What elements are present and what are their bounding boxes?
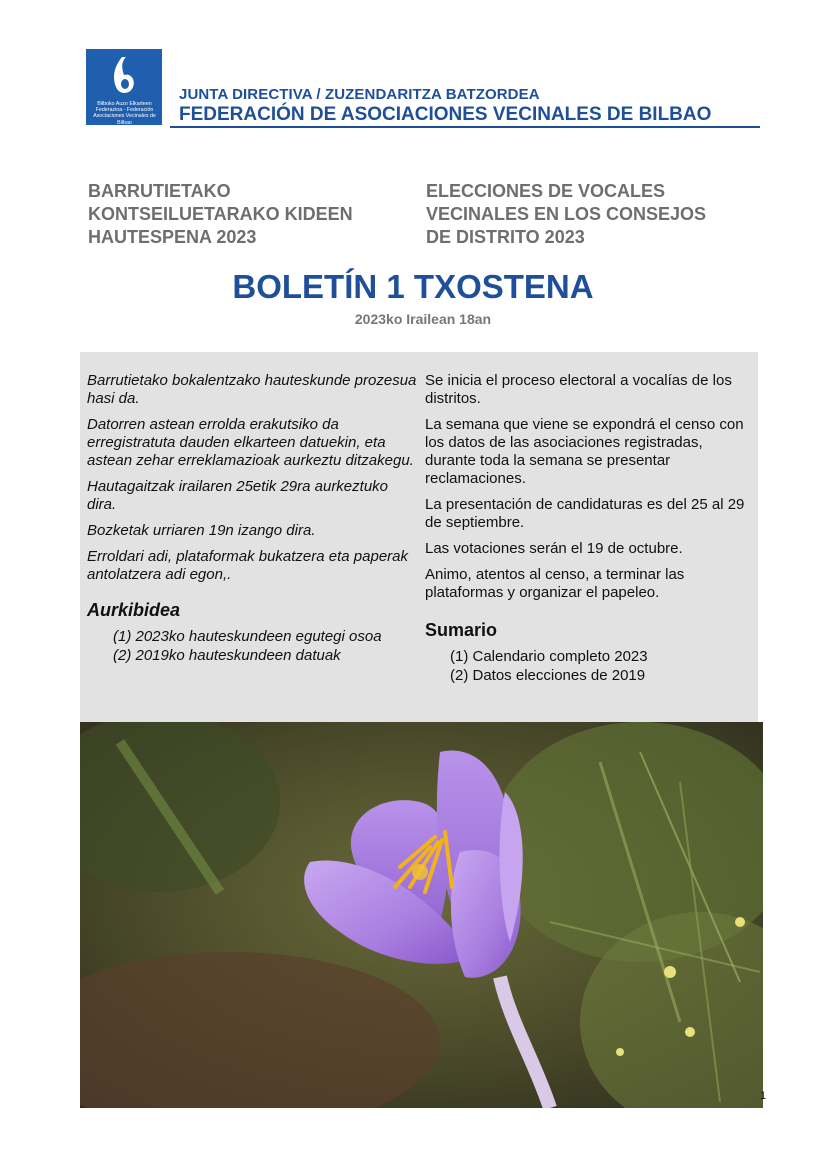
logo-line: Asociaciones Vecinales de Bilbao (93, 113, 156, 126)
basque-index-item: (1) 2023ko hauteskundeen egutegi osoa (113, 628, 382, 645)
basque-column (87, 372, 419, 665)
basque-index-item: (2) 2019ko hauteskundeen datuak (113, 647, 341, 664)
subtitle-spanish: ELECCIONES DE VOCALES VECINALES EN LOS CONSEJOS DE DISTRITO 2023 (426, 181, 707, 247)
basque-index-list (87, 627, 419, 665)
header-subtitle: JUNTA DIRECTIVA / ZUZENDARITZA BATZORDEA (179, 86, 540, 103)
basque-paragraph: Bozketak urriaren 19n izango dira. (87, 522, 316, 539)
basque-index-title: Aurkibidea (87, 600, 181, 620)
spanish-index-item: (2) Datos elecciones de 2019 (450, 667, 646, 684)
page-number: 1 (760, 1090, 767, 1102)
spanish-paragraph: La semana que viene se expondrá el censo con los datos de las asociaciones registradas, durante toda la semana se presentar reclamaciones. (425, 416, 744, 487)
bulletin-date: 2023ko Irailean 18an (354, 311, 492, 327)
federation-logo (86, 49, 162, 125)
header-divider (170, 126, 760, 128)
logo-line: Federazioa - Federación (95, 107, 154, 114)
spanish-paragraph: Se inicia el proceso electoral a vocalías de los distritos. (425, 372, 732, 407)
spanish-paragraph: Animo, atentos al censo, a terminar las plataformas y organizar el papeleo. (425, 566, 685, 601)
spanish-index-item: (1) Calendario completo 2023 (450, 648, 648, 665)
basque-paragraph: Datorren astean errolda erakutsiko da erregistratuta dauden elkarteen datuekin, eta astean zehar erreklamazioak aurkeztu ditzakegu. (87, 416, 414, 469)
header-title: FEDERACIÓN DE ASOCIACIONES VECINALES DE BILBAO (179, 104, 712, 125)
logo-line: Bilboko Auzo Elkarteen (97, 101, 152, 107)
logo-text (89, 101, 160, 126)
federation-logo-icon (108, 55, 140, 99)
spanish-index-title: Sumario (425, 620, 498, 640)
spanish-paragraph: Las votaciones serán el 19 de octubre. (425, 540, 683, 557)
basque-paragraph: Erroldari adi, plataformak bukatzera eta paperak antolatzera adi egon,. (87, 548, 409, 583)
spanish-paragraph: La presentación de candidaturas es del 25 al 29 de septiembre. (425, 496, 745, 531)
bulletin-title: BOLETÍN 1 TXOSTENA (232, 268, 594, 305)
basque-paragraph: Hautagaitzak irailaren 25etik 29ra aurkeztuko dira. (87, 478, 389, 513)
spanish-index-list (425, 647, 755, 685)
content-panel (80, 352, 758, 724)
crocus-photo-image (80, 722, 763, 1108)
basque-paragraph: Barrutietako bokalentzako hauteskunde prozesua hasi da. (87, 372, 417, 407)
subtitle-basque: BARRUTIETAKO KONTSEILUETARAKO KIDEEN HAUTESPENA 2023 (88, 181, 353, 247)
crocus-photo (80, 722, 763, 1108)
spanish-column (425, 372, 755, 685)
